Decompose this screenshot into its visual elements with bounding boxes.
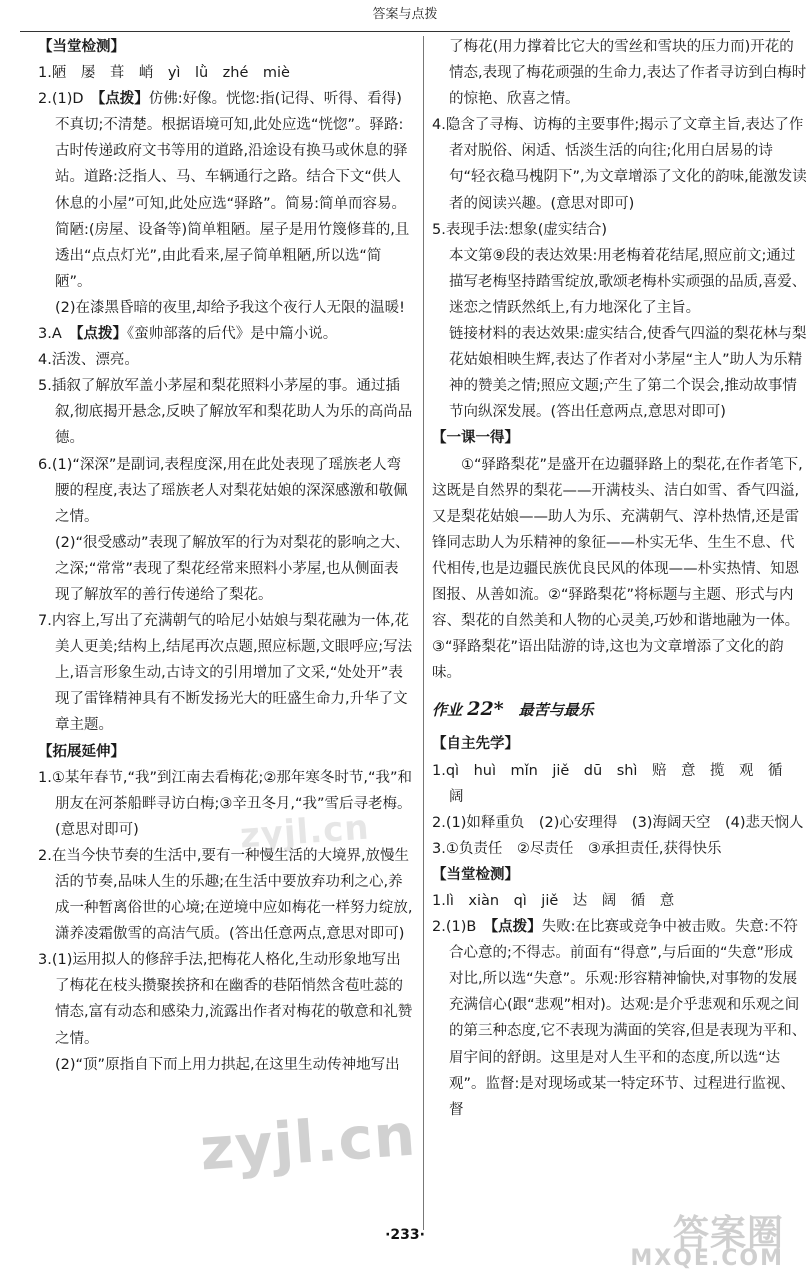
answer-prefix: 2.(1)B xyxy=(432,919,491,936)
answer-text: 2.在当今快节奏的生活中,要有一种慢生活的大境界,放慢生活的节奏,品味人生的乐趣;在生活中要放弃功利之心,养成一种暂离俗世的心境;在逆境中应如梅花一样努力绽放,潇养凌霜傲雪的高洁气质。(答出任意两点,意思对即可) xyxy=(38,847,413,943)
assignment-number: 22* xyxy=(467,698,504,721)
answer-item xyxy=(38,530,413,608)
answer-item xyxy=(38,608,413,738)
answer-item xyxy=(38,60,413,86)
answer-item xyxy=(432,34,807,112)
answer-item xyxy=(38,295,413,321)
hint-tag: 【点拨】 xyxy=(98,91,149,108)
answer-item xyxy=(432,758,807,810)
answer-text: 6.(1)“深深”是副词,表程度深,用在此处表现了瑶族老人弯腰的程度,表达了瑶族老人对梨花姑娘的深深感激和敬佩之情。 xyxy=(38,456,408,525)
right-column xyxy=(432,34,807,1123)
left-column xyxy=(38,34,413,1078)
section-heading: 【自主先学】 xyxy=(432,736,519,753)
answer-item xyxy=(432,452,807,687)
page-number: ·233· xyxy=(385,1227,425,1243)
hint-tag: 【点拨】 xyxy=(490,919,542,936)
watermark-brand-logo: 答案圈 xyxy=(672,1213,784,1254)
section-heading: 【拓展延伸】 xyxy=(38,743,125,760)
answer-text: 1.lì xiàn qì jiě 达 阔 循 意 xyxy=(432,893,675,909)
assignment-title xyxy=(432,696,807,723)
answer-prefix: 3.A xyxy=(38,326,77,343)
answer-text: 《蛮帅部落的后代》是中篇小说。 xyxy=(127,326,338,343)
answer-text: 本文第⑨段的表达效果:用老梅着花结尾,照应前文;通过描写老梅坚持踏雪绽放,歌颂老梅朴实顽强的品质,喜爱、迷恋之情跃然纸上,有力地深化了主旨。 xyxy=(449,247,807,316)
answer-item xyxy=(432,321,807,425)
hint-tag: 【点拨】 xyxy=(76,326,128,343)
section-heading: 【当堂检测】 xyxy=(432,866,519,883)
answer-text: (2)“顶”原指自下而上用力拱起,在这里生动传神地写出 xyxy=(55,1056,400,1073)
answer-text: (2)“很受感动”表现了解放军的行为对梨花的影响之大、之深;“常常”表现了梨花经常来照料小茅屋,也从侧面表现了解放军的善行传递给了梨花。 xyxy=(55,534,410,603)
answer-item xyxy=(38,452,413,530)
answer-text: 3.(1)运用拟人的修辞手法,把梅花人格化,生动形象地写出了梅花在枝头攒聚挨挤和在幽香的巷陌悄然含苞吐蕊的情态,富有动态和感染力,流露出作者对梅花的敬意和礼赞之情。 xyxy=(38,952,413,1047)
answer-item xyxy=(38,373,413,451)
assignment-name: 最苦与最乐 xyxy=(518,701,594,720)
assignment-prefix: 作业 xyxy=(432,701,463,720)
watermark-small: zyjl.cn xyxy=(238,807,371,857)
answer-item xyxy=(38,1052,413,1078)
answer-text: 3.①负责任 ②尽责任 ③承担责任,获得快乐 xyxy=(432,840,722,857)
answer-text: 了梅花(用力撑着比它大的雪丝和雪块的压力而)开花的情态,表现了梅花顽强的生命力,表达了作者寻访到白梅时的惊艳、欣喜之情。 xyxy=(449,39,807,108)
answer-item xyxy=(432,914,807,1123)
answer-text: 5.表现手法:想象(虚实结合) xyxy=(432,221,608,238)
answer-text: 4.活泼、漂亮。 xyxy=(38,352,139,369)
answer-item xyxy=(38,321,413,347)
answer-item xyxy=(432,888,807,914)
watermark-center: zyjl.cn xyxy=(197,1100,419,1184)
answer-item xyxy=(432,810,807,836)
answer-text: 失败:在比赛或竞争中被击败。失意:不符合心意的;不得志。前面有“得意”,与后面的“失意”形成对比,所以选“失意”。乐观:形容精神愉快,对事物的发展充满信心(跟“悲观”相对)。达观:是介乎悲观和乐观之间的第三种态度,它不表现为满面的笑容,但是表现为平和、眉宇间的舒朗。这里是对人生平和的态度,所以选“达观”。监督:是对现场或某一特定环节、过程进行监视、督 xyxy=(449,919,807,1118)
section-heading: 【当堂检测】 xyxy=(38,39,125,55)
answer-text: 1.①某年春节,“我”到江南去看梅花;②那年寒冬时节,“我”和朋友在河茶船畔寻访白梅;③辛丑冬月,“我”雪后寻老梅。(意思对即可) xyxy=(38,769,412,838)
column-divider xyxy=(423,36,424,1230)
section-heading: 【一课一得】 xyxy=(432,430,519,447)
answer-text: 链接材料的表达效果:虚实结合,使香气四溢的梨花林与梨花姑娘相映生辉,表达了作者对小茅屋“主人”助人为乐精神的赞美之情;照应文题;产生了第二个误会,推动故事情节向纵深发展。(答出任意两点,意思对即可) xyxy=(449,326,807,421)
answer-text: 仿佛:好像。恍惚:指(记得、听得、看得)不真切;不清楚。根据语境可知,此处应选“恍惚”。驿路:古时传递政府文书等用的道路,沿途设有换马或休息的驿站。道路:泛指人、马、车辆通行之路。结合下文“供人休息的小屋”可知,此处应选“驿路”。简易:简单而容易。简陋:(房屋、设备等)简单粗陋。屋子是用竹篾修葺的,且透出“点点灯光”,由此看来,屋子简单粗陋,所以选“简陋”。 xyxy=(55,91,410,290)
answer-text: 1.陋 屡 葺 峭 yì lǜ zhé miè xyxy=(38,65,290,82)
answer-item xyxy=(432,217,807,243)
answer-text: 4.隐含了寻梅、访梅的主要事件;揭示了文章主旨,表达了作者对脱俗、闲适、恬淡生活的向往;化用白居易的诗句“轻衣稳马槐阴下”,为文章增添了文化的韵味,能激发读者的阅读兴趣。(意思对即可) xyxy=(432,117,807,212)
answer-item xyxy=(432,243,807,321)
answer-text: (2)在漆黑昏暗的夜里,却给予我这个夜行人无限的温暖! xyxy=(55,299,405,316)
answer-prefix: 2.(1)D xyxy=(38,91,99,108)
answer-item xyxy=(38,947,413,1051)
answer-item xyxy=(432,836,807,862)
answer-text: 5.插叙了解放军盖小茅屋和梨花照料小茅屋的事。通过插叙,彻底揭开悬念,反映了解放军和梨花助人为乐的高尚品德。 xyxy=(38,378,413,447)
answer-item xyxy=(38,86,413,295)
answer-item xyxy=(432,112,807,216)
answer-item xyxy=(38,843,413,947)
answer-text: ①“驿路梨花”是盛开在边疆驿路上的梨花,在作者笔下,这既是自然界的梨花——开满枝头、洁白如雪、香气四溢,又是梨花姑娘——助人为乐、充满朝气、淳朴热情,还是雷锋同志助人为乐精神的象征——朴实无华、生生不息、代代相传,也是边疆民族优良民风的体现——朴实热情、知恩图报、从善如流。②“驿路梨花”将标题与主题、形式与内容、梨花的自然美和人物的心灵美,巧妙和谐地融为一体。③“驿路梨花”语出陆游的诗,这也为文章增添了文化的韵味。 xyxy=(432,456,803,682)
answer-text: 7.内容上,写出了充满朝气的哈尼小姑娘与梨花融为一体,花美人更美;结构上,结尾再次点题,照应标题,文眼呼应;写法上,语言形象生动,古诗文的引用增加了文采,“处处开”表现了雷锋精神具有不断发扬光大的旺盛生命力,升华了文章主题。 xyxy=(38,613,413,734)
header-divider xyxy=(20,31,790,32)
watermark-url: MXQE.COM xyxy=(630,1246,784,1271)
answer-item xyxy=(38,347,413,373)
answer-text: 1.qì huì mǐn jiě dū shì 赔 意 揽 观 循 阔 xyxy=(432,762,797,805)
answer-text: 2.(1)如释重负 (2)心安理得 (3)海阔天空 (4)悲天悯人 xyxy=(432,814,804,831)
page-header: 答案与点拨 xyxy=(372,7,438,22)
